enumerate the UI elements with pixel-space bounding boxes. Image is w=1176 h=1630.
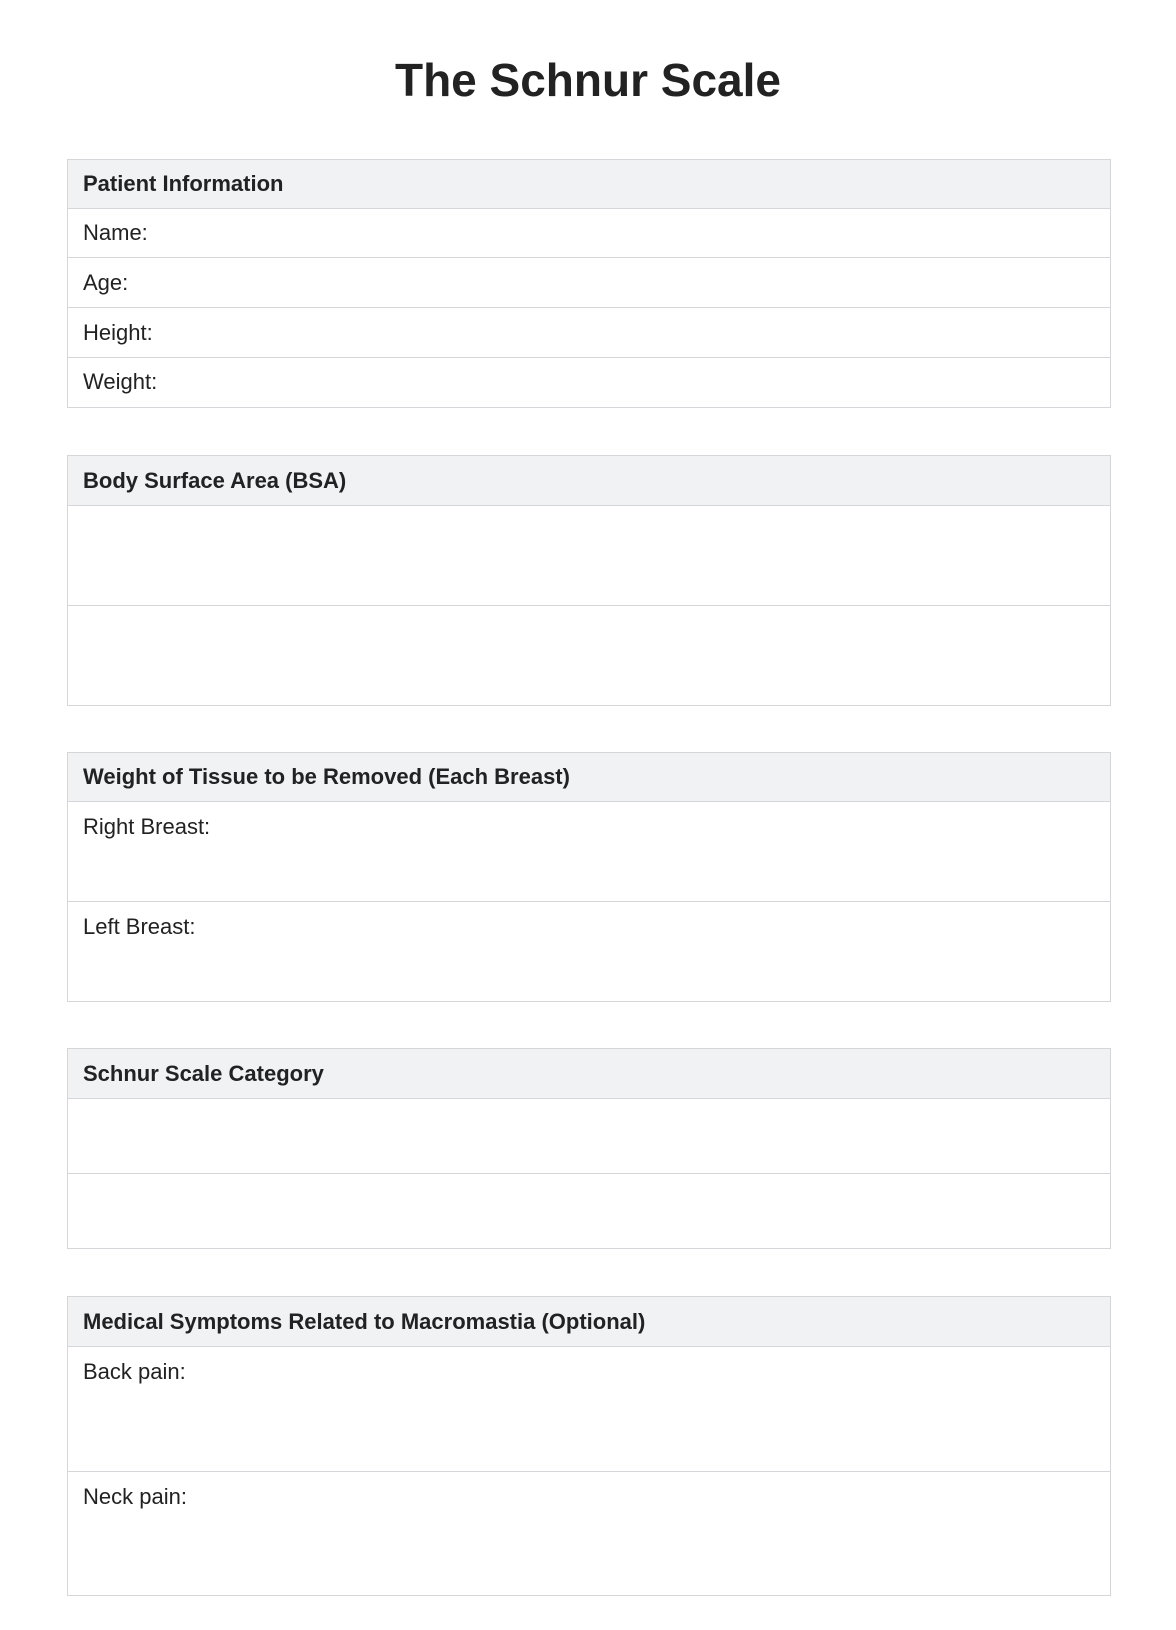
section-header: Schnur Scale Category: [68, 1049, 1110, 1099]
category-section: [67, 1048, 1111, 1249]
height-field[interactable]: Height:: [68, 308, 1110, 358]
bsa-section: [67, 455, 1111, 706]
neck-pain-field[interactable]: Neck pain:: [83, 1484, 187, 1509]
page-title: The Schnur Scale: [394, 54, 781, 106]
right-breast-field[interactable]: Right Breast:: [68, 802, 1110, 902]
bsa-field[interactable]: [68, 606, 1110, 704]
back-pain-field[interactable]: Back pain:: [68, 1347, 1110, 1472]
category-field[interactable]: [68, 1174, 1110, 1247]
patient-information-section: [67, 159, 1111, 408]
section-header: Patient Information: [68, 160, 1110, 209]
weight-field[interactable]: Weight:: [83, 369, 158, 394]
left-breast-field[interactable]: Left Breast:: [83, 914, 196, 939]
bsa-field[interactable]: [68, 506, 1110, 606]
section-header: Body Surface Area (BSA): [68, 456, 1110, 506]
section-header: Medical Symptoms Related to Macromastia (Optional): [68, 1297, 1110, 1347]
category-field[interactable]: [68, 1099, 1110, 1174]
age-field[interactable]: Age:: [68, 258, 1110, 308]
name-field[interactable]: Name:: [68, 209, 1110, 258]
section-header: Weight of Tissue to be Removed (Each Breast): [68, 753, 1110, 802]
tissue-weight-section: [67, 752, 1111, 1002]
symptoms-section: [67, 1296, 1111, 1596]
